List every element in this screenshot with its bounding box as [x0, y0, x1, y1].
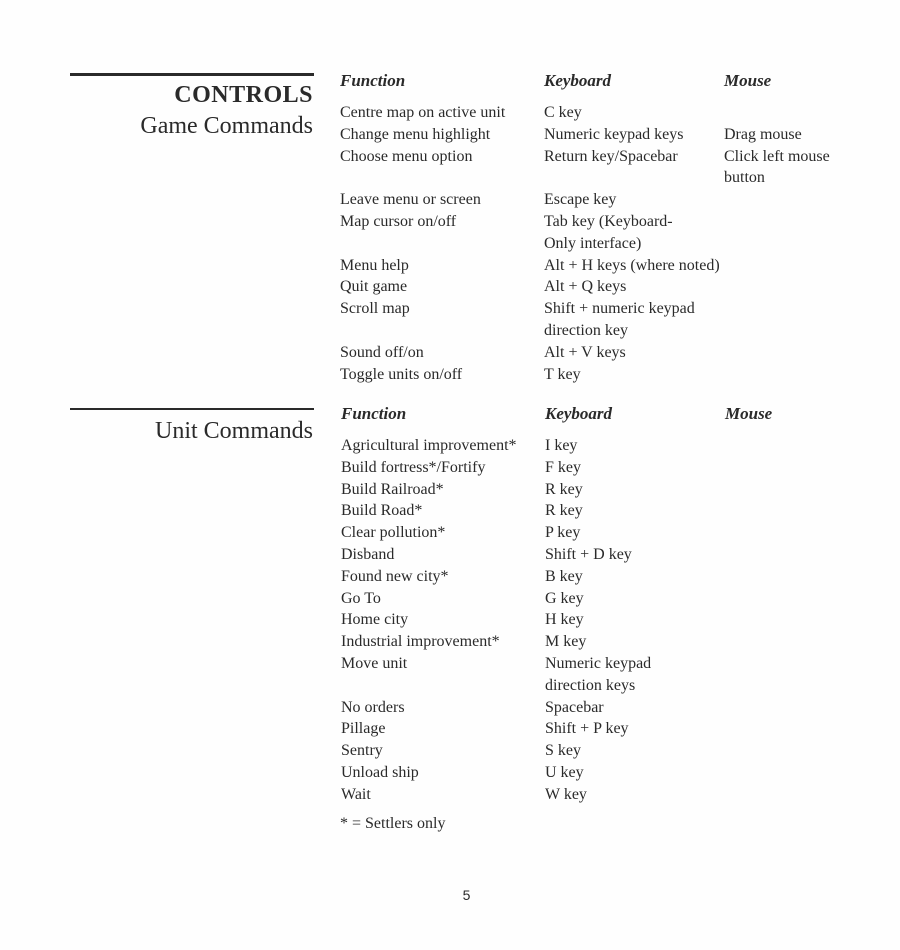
game-row-1-mouse: Drag mouse: [724, 125, 802, 143]
unit-row-15-function: Wait: [341, 785, 371, 803]
unit-row-13-function: Sentry: [341, 742, 383, 760]
game-row-7-function: Scroll map: [340, 300, 410, 318]
unit-row-15-keyboard: W key: [545, 785, 587, 803]
game-row-3-keyboard: Escape key: [544, 191, 617, 209]
game-header-mouse: Mouse: [724, 71, 772, 90]
unit-header-keyboard: Keyboard: [545, 404, 613, 423]
unit-row-10-function: Move unit: [341, 655, 408, 672]
game-row-4-keyboard-line-1: Only interface): [544, 234, 642, 252]
game-row-5-function: Menu help: [340, 256, 409, 274]
unit-row-2-keyboard: R key: [545, 480, 583, 498]
unit-row-8-keyboard: H key: [545, 611, 584, 629]
unit-row-12-keyboard: Shift + P key: [545, 720, 629, 738]
game-row-2-function: Choose menu option: [340, 147, 473, 165]
unit-row-6-function: Found new city*: [341, 567, 449, 585]
game-row-7-keyboard-line-0: Shift + numeric keypad: [544, 300, 695, 318]
game-row-1-function: Change menu highlight: [340, 125, 491, 143]
game-row-4-function: Map cursor on/off: [340, 213, 457, 230]
game-commands-title: Game Commands: [140, 113, 313, 139]
unit-header-function: Function: [341, 404, 407, 423]
unit-row-2-function: Build Railroad*: [341, 480, 444, 498]
unit-row-5-function: Disband: [341, 546, 395, 563]
game-row-1-keyboard: Numeric keypad keys: [544, 125, 684, 143]
unit-row-9-function: Industrial improvement*: [341, 633, 500, 651]
game-row-9-keyboard: T key: [544, 365, 581, 383]
unit-row-12-function: Pillage: [341, 720, 386, 738]
unit-row-13-keyboard: S key: [545, 742, 581, 760]
unit-row-8-function: Home city: [341, 611, 409, 629]
unit-row-9-keyboard: M key: [545, 633, 587, 651]
unit-row-3-keyboard: R key: [545, 502, 583, 520]
unit-row-0-function: Agricultural improvement*: [341, 437, 517, 454]
game-row-3-function: Leave menu or screen: [340, 191, 481, 209]
game-row-2-mouse-line-0: Click left mouse: [724, 147, 830, 165]
unit-row-7-keyboard: G key: [545, 589, 584, 607]
unit-row-3-function: Build Road*: [341, 502, 423, 520]
unit-row-14-keyboard: U key: [545, 764, 584, 781]
game-row-6-keyboard: Alt + Q keys: [544, 278, 627, 296]
unit-row-6-keyboard: B key: [545, 567, 583, 585]
unit-row-7-function: Go To: [341, 589, 381, 607]
page-number: 5: [462, 887, 471, 903]
game-row-4-keyboard-line-0: Tab key (Keyboard-: [544, 213, 673, 230]
unit-row-1-keyboard: F key: [545, 458, 581, 476]
unit-row-10-keyboard-line-0: Numeric keypad: [545, 655, 652, 672]
unit-row-14-function: Unload ship: [341, 764, 419, 781]
section-rule-unit: [70, 408, 314, 410]
game-row-7-keyboard-line-1: direction key: [544, 322, 628, 339]
game-row-8-keyboard: Alt + V keys: [544, 343, 626, 361]
unit-header-mouse: Mouse: [725, 404, 773, 423]
game-row-5-keyboard: Alt + H keys (where noted): [544, 256, 720, 274]
game-row-8-function: Sound off/on: [340, 343, 424, 361]
section-rule-top: [70, 73, 314, 76]
unit-row-11-function: No orders: [341, 698, 405, 716]
game-row-0-keyboard: C key: [544, 104, 582, 121]
unit-row-11-keyboard: Spacebar: [545, 698, 604, 716]
game-row-2-mouse-line-1: button: [724, 169, 765, 187]
section-title: CONTROLS: [174, 82, 313, 108]
unit-commands-title: Unit Commands: [154, 418, 313, 444]
unit-row-0-keyboard: I key: [545, 437, 578, 454]
unit-row-5-keyboard: Shift + D key: [545, 546, 632, 563]
game-row-0-function: Centre map on active unit: [340, 104, 506, 121]
game-header-function: Function: [340, 71, 406, 90]
game-row-2-keyboard: Return key/Spacebar: [544, 147, 678, 165]
game-row-6-function: Quit game: [340, 278, 408, 296]
game-header-keyboard: Keyboard: [544, 71, 612, 90]
game-row-9-function: Toggle units on/off: [340, 365, 463, 383]
unit-row-4-function: Clear pollution*: [341, 524, 446, 542]
unit-row-10-keyboard-line-1: direction keys: [545, 676, 636, 694]
footnote: * = Settlers only: [340, 815, 446, 832]
unit-row-4-keyboard: P key: [545, 524, 581, 542]
unit-row-1-function: Build fortress*/Fortify: [341, 458, 486, 476]
